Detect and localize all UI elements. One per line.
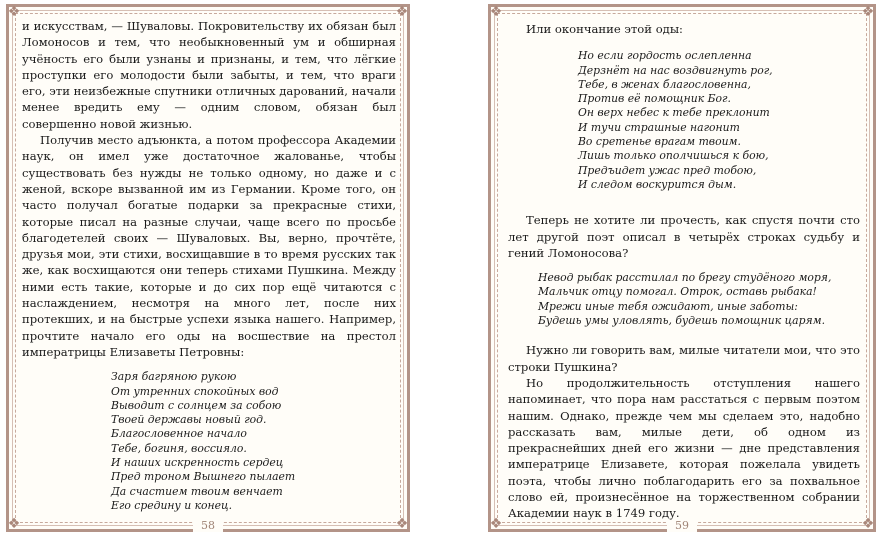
- poem-line: Благословенное начало: [111, 427, 247, 441]
- poem-line: Мальчик отцу помогал. Отрок, оставь рыбака!: [538, 285, 817, 299]
- poem-line: И наших искренность сердец: [111, 456, 284, 470]
- poem-line: Выводит с солнцем за собою: [111, 398, 282, 412]
- poem-line: Его средину и конец.: [111, 498, 233, 512]
- poem-line: И тучи страшные нагонит: [578, 120, 740, 134]
- poem-line: Невод рыбак расстилал по брегу студёного моря,: [538, 271, 832, 285]
- poem-stanza: [538, 271, 860, 328]
- poem-line: Заря багряною рукою: [111, 370, 237, 384]
- right-page-text: [508, 21, 860, 522]
- corner-ornament-icon: ❖: [7, 4, 21, 20]
- poem-line: Предъидет ужас пред тобою,: [578, 163, 757, 177]
- poem-line: Будешь умы уловлять, будешь помощник царям.: [538, 314, 826, 328]
- poem-line: И следом воскурится дым.: [578, 177, 737, 191]
- paragraph: Нужно ли говорить вам, милые читатели мои, что это строки Пушкина?: [508, 343, 860, 374]
- poem-stanza: [111, 370, 396, 513]
- poem-line: Но если гордость ослепленна: [578, 49, 752, 63]
- page-number: 59: [667, 519, 697, 532]
- poem-line: Мрежи иные тебя ожидают, иные заботы:: [538, 299, 798, 313]
- poem-stanza: [578, 49, 860, 192]
- corner-ornament-icon: ❖: [395, 516, 409, 532]
- corner-ornament-icon: ❖: [489, 516, 503, 532]
- poem-line: Дерзнёт на нас воздвигнуть рог,: [578, 63, 773, 77]
- poem-line: Тебе, в женах благословенна,: [578, 77, 751, 91]
- poem-line: От утренних спокойных вод: [111, 384, 279, 398]
- corner-ornament-icon: ❖: [489, 4, 503, 20]
- corner-ornament-icon: ❖: [861, 4, 875, 20]
- corner-ornament-icon: ❖: [7, 516, 21, 532]
- left-page-text: [22, 18, 396, 513]
- poem-line: Пред троном Вышнего пылает: [111, 470, 296, 484]
- poem-line: Да счастием твоим венчает: [111, 484, 283, 498]
- poem-line: Твоей державы новый год.: [111, 413, 267, 427]
- poem-line: Во сретенье врагам твоим.: [578, 135, 741, 149]
- corner-ornament-icon: ❖: [861, 516, 875, 532]
- page-number: 58: [193, 519, 223, 532]
- left-page: [6, 4, 410, 532]
- poem-line: Он верх небес к тебе преклонит: [578, 106, 770, 120]
- paragraph: Получив место адъюнкта, а потом профессора Академии наук, он имел уже достаточное жалованье, чтобы существовать без нужды не только одному, но даже и с женой, вскоре вызванной им из Германии. Кроме того, он часто получал богатые подарки за прекрасные стихи, которые писал на разные случаи, чаще всего по просьбе благодетелей своих — Шуваловых. Вы, верно, прочтёте, друзья мои, эти стихи, восхищавшие в то время русских так же, как восхищаются они теперь стихами Пушкина. Между ними есть такие, которые и до сих пор ещё читаются с наслаждением, несмотря на много лет, после них протекших, и на быстрые успехи языка нашего. Например, прочтите начало его оды на восшествие на престол императрицы Елизаветы Петровны:: [22, 133, 396, 359]
- paragraph: Или окончание этой оды:: [526, 22, 683, 36]
- paragraph: Теперь не хотите ли прочесть, как спустя почти сто лет другой поэт описал в четырёх строках судьбу и гений Ломоносова?: [508, 213, 860, 260]
- paragraph: Но продолжительность отступления нашего напоминает, что пора нам расстаться с первым поэтом нашим. Однако, прежде чем мы сделаем это, надобно рассказать вам, милые дети, об одном из прекраснейших дней его жизни — дне представления императрице Елизавете, которая пожелала увидеть поэта, чтобы лично поблагодарить его за похвальное слово ей, произнесённое на торжественном собрании Академии наук в 1749 году.: [508, 375, 860, 521]
- paragraph: и искусствам, — Шуваловы. Покровительству их обязан был Ломоносов и тем, что необыкновенный ум и обширная учёность его были узнаны и признаны, и тем, что лёгкие проступки его молодости были забыты, и тем, что враги его, эти неизбежные спутники отличных дарований, начали менее вредить ему — одним словом, обязан был совершенно новой жизнью.: [22, 19, 396, 131]
- poem-line: Тебе, богиня, воссияло.: [111, 441, 247, 455]
- poem-line: Против её помощник Бог.: [578, 92, 731, 106]
- right-page: [488, 4, 876, 532]
- poem-line: Лишь только ополчишься к бою,: [578, 149, 769, 163]
- corner-ornament-icon: ❖: [395, 4, 409, 20]
